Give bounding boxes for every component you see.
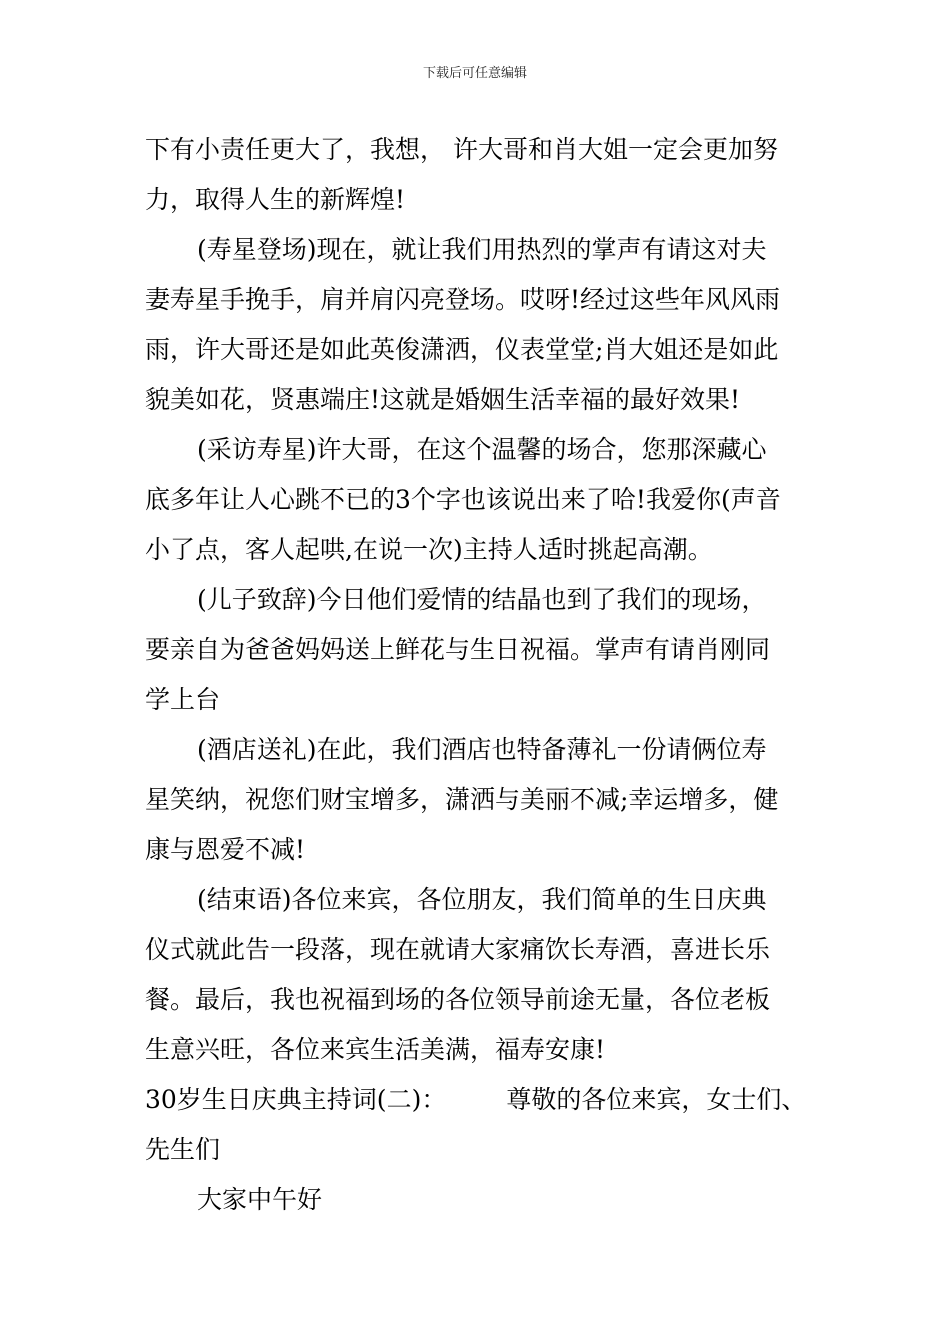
- text-line: 底多年让人心跳不已的3个字也该说出来了哈!我爱你(声音: [145, 485, 781, 514]
- text-line: 大家中午好: [197, 1185, 323, 1214]
- text-line: (儿子致辞)今日他们爱情的结晶也到了我们的现场，: [197, 585, 767, 614]
- text-line: (采访寿星)许大哥，在这个温馨的场合，您那深藏心: [197, 435, 767, 464]
- text-line: 妻寿星手挽手，肩并肩闪亮登场。哎呀!经过这些年风风雨: [145, 285, 781, 314]
- text-line: (结束语)各位来宾，各位朋友，我们简单的生日庆典: [197, 885, 767, 914]
- page-header: 下载后可任意编辑: [422, 66, 527, 81]
- text-line: 力，取得人生的新辉煌!: [145, 185, 406, 214]
- text-line: 雨，许大哥还是如此英俊潇洒，仪表堂堂;肖大姐还是如此: [145, 335, 779, 364]
- greeting-text: 尊敬的各位来宾，女士们、: [506, 1085, 807, 1114]
- text-line: 要亲自为爸爸妈妈送上鲜花与生日祝福。掌声有请肖刚同: [145, 635, 771, 664]
- text-line: 康与恩爱不减!: [145, 835, 306, 864]
- text-line: 貌美如花，贤惠端庄!这就是婚姻生活幸福的最好效果!: [145, 385, 741, 414]
- text-line: (酒店送礼)在此，我们酒店也特备薄礼一份请俩位寿: [197, 735, 767, 764]
- text-line: (寿星登场)现在，就让我们用热烈的掌声有请这对夫: [197, 235, 767, 264]
- text-line: 生意兴旺，各位来宾生活美满，福寿安康!: [145, 1035, 606, 1064]
- text-line: 下有小责任更大了，我想， 许大哥和肖大姐一定会更加努: [145, 135, 778, 164]
- text-line: 星笑纳，祝您们财宝增多，潇洒与美丽不减;幸运增多，健: [145, 785, 779, 814]
- section-title-line: [145, 1083, 825, 1117]
- text-line: 仪式就此告一段落，现在就请大家痛饮长寿酒，喜进长乐: [145, 935, 771, 964]
- text-line: 餐。最后，我也祝福到场的各位领导前途无量，各位老板: [145, 985, 771, 1014]
- text-line: 学上台: [145, 685, 221, 714]
- text-line: 先生们: [145, 1135, 221, 1164]
- text-line: 小了点，客人起哄,在说一次)主持人适时挑起高潮。: [145, 535, 713, 564]
- section-title: 30岁生日庆典主持词(二)：: [145, 1085, 447, 1114]
